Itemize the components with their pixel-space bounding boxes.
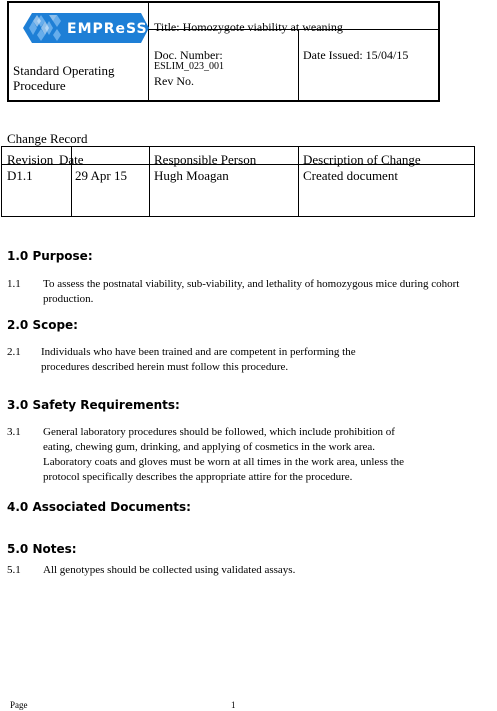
paragraph-line: General laboratory procedures should be followed, which include prohibition of <box>43 426 395 438</box>
section-title: Safety Requirements: <box>32 398 180 412</box>
paragraph <box>43 277 459 307</box>
column-header-date: Date <box>59 152 84 167</box>
document-header <box>7 1 440 102</box>
paragraph-line: All genotypes should be collected using validated assays. <box>43 564 296 576</box>
section-heading-notes <box>7 542 77 556</box>
column-header-revision: Revision <box>7 152 54 167</box>
footer-page-number: 1 <box>231 700 236 710</box>
change-record-label: Change Record <box>7 131 88 146</box>
logo-text: EMPReSS <box>67 21 148 37</box>
section-heading-purpose <box>7 249 93 263</box>
section-title: Associated Documents: <box>32 500 191 514</box>
section-title: Notes: <box>32 542 77 556</box>
column-header-person: Responsible Person <box>154 152 257 167</box>
section-number: 4.0 <box>7 500 29 514</box>
paragraph <box>41 345 356 375</box>
section-heading-scope <box>7 318 78 332</box>
paragraph-line: production. <box>43 293 94 305</box>
header-divider <box>298 29 299 100</box>
doc-number: ESLIM_023_001 <box>154 61 224 72</box>
item-number: 5.1 <box>7 564 21 576</box>
paragraph-line: Individuals who have been trained and are competent in performing the <box>41 346 356 358</box>
table-cell: Created document <box>303 168 398 183</box>
paragraph-line: To assess the postnatal viability, sub-viability, and lethality of homozygous mice during cohort <box>43 278 460 290</box>
date-issued: Date Issued: 15/04/15 <box>303 48 409 62</box>
column-divider <box>149 147 150 216</box>
item-number: 1.1 <box>7 278 21 290</box>
item-number: 2.1 <box>7 346 21 358</box>
paragraph-line: eating, chewing gum, drinking, and applying of cosmetics in the work area. <box>43 441 376 453</box>
table-cell: D1.1 <box>7 168 33 183</box>
section-title: Scope: <box>32 318 78 332</box>
change-record-table <box>1 146 475 217</box>
section-heading-associated-documents <box>7 500 191 514</box>
paragraph-line: Laboratory coats and gloves must be worn at all times in the work area, unless the <box>43 456 405 468</box>
column-divider <box>298 147 299 216</box>
empress-logo <box>23 11 149 45</box>
doc-number-label: Doc. Number: <box>154 48 223 62</box>
rev-label: Rev No. <box>154 74 194 88</box>
section-number: 5.0 <box>7 542 29 556</box>
sop-label: Standard Operating Procedure <box>13 63 115 93</box>
section-title: Purpose: <box>32 249 93 263</box>
logo-graphic <box>23 11 149 45</box>
paragraph <box>43 563 295 578</box>
section-heading-safety <box>7 398 180 412</box>
item-number: 3.1 <box>7 426 21 438</box>
table-cell: 29 Apr 15 <box>75 168 127 183</box>
paragraph-line: procedures described herein must follow this procedure. <box>41 361 289 373</box>
paragraph <box>43 425 404 485</box>
paragraph-line: protocol specifically describes the appropriate attire for the procedure. <box>43 471 353 483</box>
column-header-description: Description of Change <box>303 152 421 167</box>
section-number: 2.0 <box>7 318 29 332</box>
section-number: 1.0 <box>7 249 29 263</box>
footer-page-label: Page <box>10 700 28 710</box>
section-number: 3.0 <box>7 398 29 412</box>
document-title: Title: Homozygote viability at weaning <box>154 20 343 34</box>
table-cell: Hugh Moagan <box>154 168 229 183</box>
